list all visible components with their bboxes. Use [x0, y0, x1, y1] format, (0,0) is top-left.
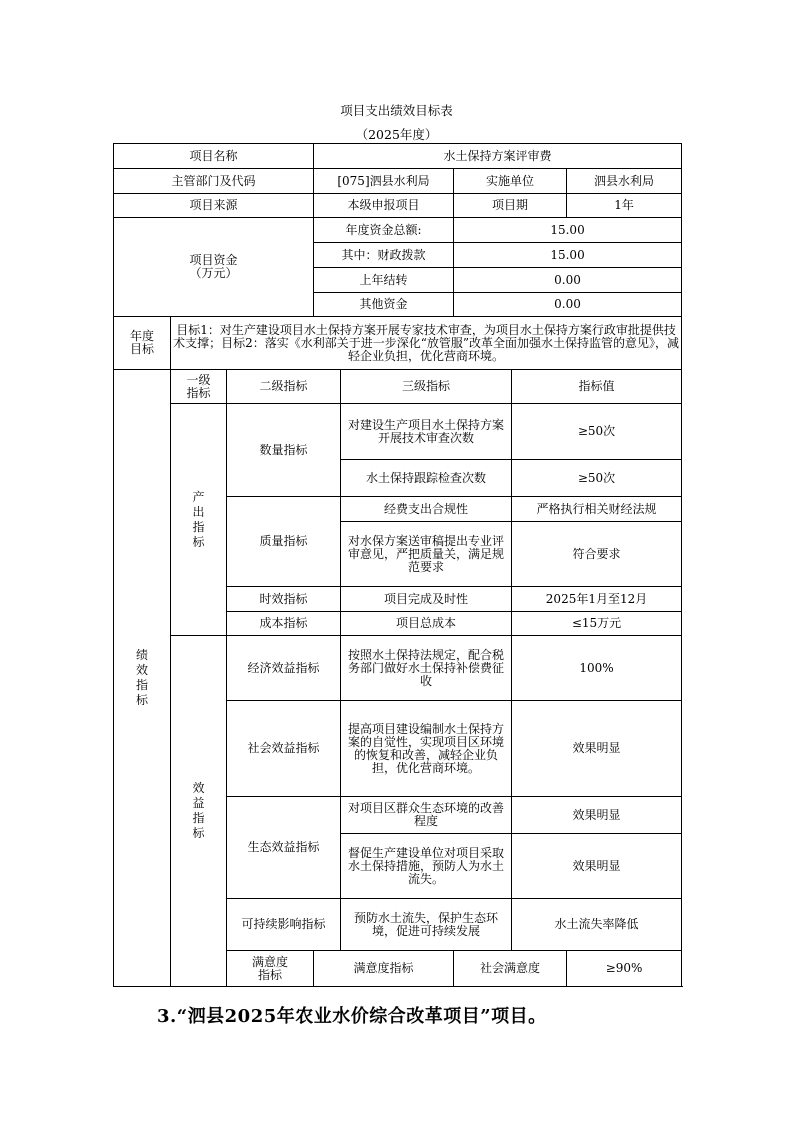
timeliness-indicator-value: 2025年1月至12月	[512, 587, 682, 612]
table-row	[114, 194, 682, 218]
source-value: 本级申报项目	[314, 194, 454, 218]
quality-indicator-1-value: 严格执行相关财经法规	[512, 497, 682, 522]
social-indicator-label: 社会效益指标	[227, 701, 341, 797]
indicators-label: 绩效指标	[114, 370, 171, 987]
quality-indicator-2-name: 对水保方案送审稿提出专业评审意见，严把质量关，满足规范要求	[341, 522, 512, 587]
quantity-indicator-label: 数量指标	[227, 404, 341, 497]
impl-unit-label: 实施单位	[454, 169, 567, 194]
cost-indicator-name: 项目总成本	[341, 612, 512, 636]
satisfaction-indicator-label: 满意度指标	[314, 951, 454, 987]
table-row	[114, 636, 682, 701]
table-row	[114, 404, 682, 460]
sustainable-indicator-label: 可持续影响指标	[227, 899, 341, 951]
header-level3: 三级指标	[341, 370, 512, 404]
annual-goal-text: 目标1：对生产建设项目水土保持方案开展专家技术审查，为项目水土保持方案行政审批提供技术支撑；目标2：落实《水利部关于进一步深化“放管服”改革全面加强水土保持监管的意见》，减轻企业负担，优化营商环境。	[171, 317, 682, 370]
cost-indicator-label: 成本指标	[227, 612, 341, 636]
economic-indicator-label: 经济效益指标	[227, 636, 341, 701]
project-name-label: 项目名称	[114, 144, 314, 169]
ecological-indicator-1-value: 效果明显	[512, 797, 682, 834]
cost-indicator-value: ≤15万元	[512, 612, 682, 636]
performance-goal-table	[113, 143, 682, 987]
funds-label: 项目资金 （万元）	[114, 218, 314, 317]
funds-other-value: 0.00	[454, 293, 682, 317]
quality-indicator-2-value: 符合要求	[512, 522, 682, 587]
header-level2: 二级指标	[227, 370, 341, 404]
impl-unit-value: 泗县水利局	[567, 169, 682, 194]
funds-fiscal-value: 15.00	[454, 243, 682, 268]
quantity-indicator-2-value: ≥50次	[512, 460, 682, 497]
quantity-indicator-1-name: 对建设生产项目水土保持方案开展技术审查次数	[341, 404, 512, 460]
satisfaction-level1-label: 满意度 指标	[227, 951, 314, 987]
satisfaction-indicator-value: ≥90%	[567, 951, 682, 987]
funds-total-value: 15.00	[454, 218, 682, 243]
satisfaction-indicator-name: 社会满意度	[454, 951, 567, 987]
economic-indicator-name: 按照水土保持法规定，配合税务部门做好水土保持补偿费征收	[341, 636, 512, 701]
ecological-indicator-label: 生态效益指标	[227, 797, 341, 899]
social-indicator-name: 提高项目建设编制水土保持方案的自觉性，实现项目区环境的恢复和改善，减轻企业负担，优化营商环境。	[341, 701, 512, 797]
quality-indicator-label: 质量指标	[227, 497, 341, 587]
economic-indicator-value: 100%	[512, 636, 682, 701]
period-value: 1年	[567, 194, 682, 218]
timeliness-indicator-label: 时效指标	[227, 587, 341, 612]
ecological-indicator-2-value: 效果明显	[512, 834, 682, 899]
funds-other-label: 其他资金	[314, 293, 454, 317]
table-year: （2025年度）	[355, 127, 438, 142]
source-label: 项目来源	[114, 194, 314, 218]
table-row	[114, 218, 682, 243]
ecological-indicator-2-name: 督促生产建设单位对项目采取水土保持措施，预防人为水土流失。	[341, 834, 512, 899]
quality-indicator-1-name: 经费支出合规性	[341, 497, 512, 522]
quantity-indicator-1-value: ≥50次	[512, 404, 682, 460]
quantity-indicator-2-name: 水土保持跟踪检查次数	[341, 460, 512, 497]
project-name-value: 水土保持方案评审费	[314, 144, 682, 169]
period-label: 项目期	[454, 194, 567, 218]
funds-total-label: 年度资金总额:	[314, 218, 454, 243]
dept-label: 主管部门及代码	[114, 169, 314, 194]
output-indicator-label: 产出指标	[171, 404, 227, 636]
sustainable-indicator-value: 水土流失率降低	[512, 899, 682, 951]
next-section-heading: 3.“泗县2025年农业水价综合改革项目”项目。	[157, 1006, 547, 1027]
social-indicator-value: 效果明显	[512, 701, 682, 797]
ecological-indicator-1-name: 对项目区群众生态环境的改善程度	[341, 797, 512, 834]
header-value: 指标值	[512, 370, 682, 404]
sustainable-indicator-name: 预防水土流失，保护生态环境，促进可持续发展	[341, 899, 512, 951]
header-level1: 一级 指标	[171, 370, 227, 404]
dept-value: [075]泗县水利局	[314, 169, 454, 194]
annual-goal-label: 年度 目标	[114, 317, 171, 370]
table-row	[114, 317, 682, 370]
table-row	[114, 169, 682, 194]
funds-carryover-value: 0.00	[454, 268, 682, 293]
timeliness-indicator-name: 项目完成及时性	[341, 587, 512, 612]
funds-fiscal-label: 其中：财政拨款	[314, 243, 454, 268]
funds-carryover-label: 上年结转	[314, 268, 454, 293]
table-row	[114, 144, 682, 169]
table-row	[114, 370, 682, 404]
table-title: 项目支出绩效目标表	[340, 103, 453, 118]
benefit-indicator-label: 效益指标	[171, 636, 227, 987]
